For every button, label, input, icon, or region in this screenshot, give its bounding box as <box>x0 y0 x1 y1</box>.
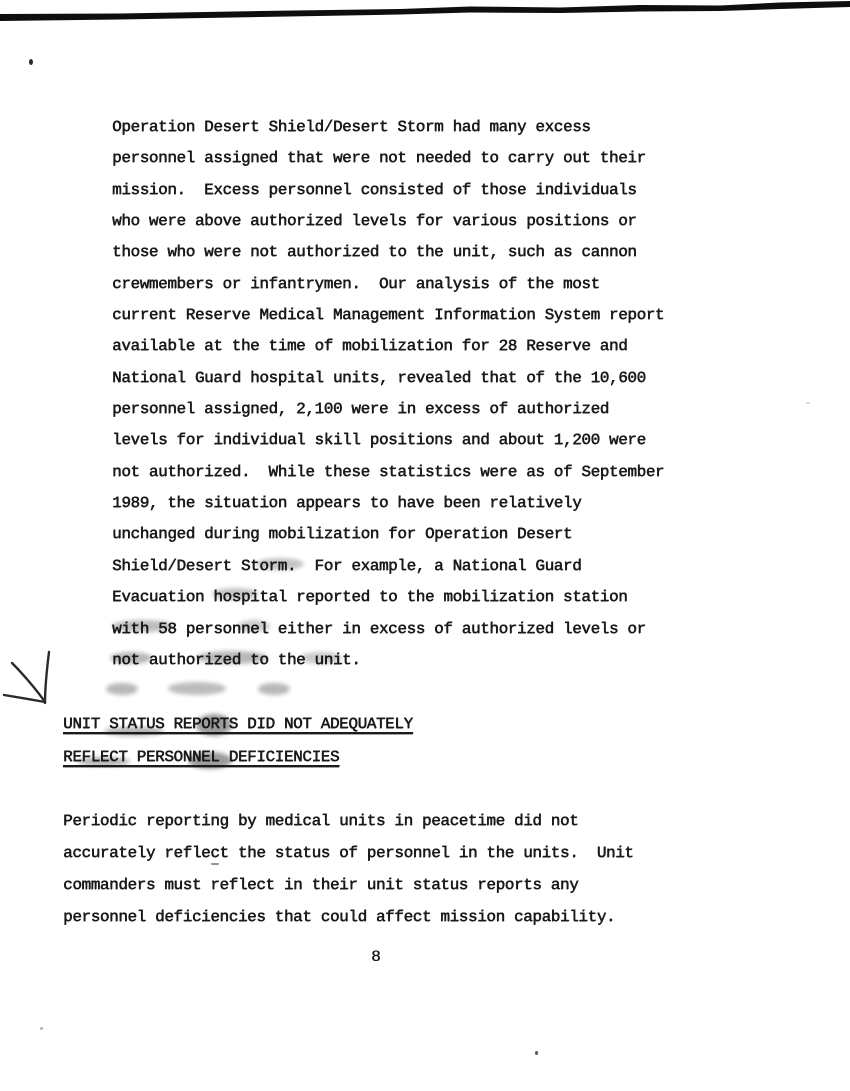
text-line: accurately reflect the status of personnel in the units. Unit <box>63 844 634 862</box>
text-line: 1989, the situation appears to have been relatively <box>112 494 582 513</box>
text-line: not authorized to the unit. <box>112 650 361 669</box>
text-line: who were above authorized levels for various positions or <box>112 212 637 231</box>
text-line: personnel deficiencies that could affect mission capability. <box>63 908 616 926</box>
scan-speck <box>535 1051 538 1055</box>
ink-smudge <box>104 727 164 736</box>
text-line: Evacuation hospital reported to the mobilization station <box>112 588 628 607</box>
heading-line <box>63 708 413 741</box>
text-line: current Reserve Medical Management Information System report <box>112 306 665 325</box>
ink-smudge <box>196 651 268 664</box>
scan-speck <box>29 59 33 65</box>
text-line: Shield/Desert Storm. For example, a National Guard <box>112 556 582 575</box>
heading-text: UNIT STATUS REPORTS DID NOT ADEQUATELY <box>63 715 413 733</box>
text-line: not authorized. While these statistics were as of September <box>112 462 665 481</box>
text-line: those who were not authorized to the unit, such as cannon <box>112 243 637 262</box>
ink-smudge <box>258 683 290 695</box>
ink-smudge <box>300 652 342 664</box>
ink-smudge <box>212 588 258 600</box>
text-line: mission. Excess personnel consisted of those individuals <box>112 180 637 199</box>
text-line: personnel assigned, 2,100 were in excess of authorized <box>112 400 609 419</box>
ink-smudge <box>196 714 232 736</box>
text-line: Operation Desert Shield/Desert Storm had many excess <box>112 118 591 136</box>
text-line: unchanged during mobilization for Operation Desert <box>112 525 573 544</box>
scan-edge-artifact <box>0 0 850 50</box>
ink-smudge <box>168 682 226 695</box>
heading-text: REFLECT PERSONNEL DEFICIENCIES <box>63 748 340 766</box>
body-paragraph-2 <box>63 805 634 933</box>
page-number: 8 <box>371 948 381 966</box>
handwritten-checkmark <box>0 645 62 713</box>
text-line: commanders must reflect in their unit status reports any <box>63 876 579 894</box>
text-line: National Guard hospital units, revealed that of the 10,600 <box>112 368 646 387</box>
body-paragraph-1 <box>112 112 664 676</box>
ink-smudge <box>112 620 174 632</box>
scan-speck <box>806 402 810 404</box>
ink-smudge <box>106 683 138 695</box>
ink-smudge <box>256 558 304 570</box>
text-line: available at the time of mobilization for 28 Reserve and <box>112 337 628 356</box>
text-line: crewmembers or infantrymen. Our analysis of the most <box>112 274 600 293</box>
text-line: Periodic reporting by medical units in peacetime did not <box>63 812 579 830</box>
scan-speck <box>40 1027 43 1030</box>
ink-smudge <box>78 757 130 766</box>
ink-smudge <box>110 652 152 664</box>
text-line: with 58 personnel either in excess of authorized levels or <box>112 619 646 638</box>
text-line: personnel assigned that were not needed to carry out their <box>112 149 646 168</box>
text-line: levels for individual skill positions and about 1,200 were <box>112 431 646 450</box>
ink-smudge <box>238 620 270 632</box>
ink-smudge <box>188 752 232 769</box>
